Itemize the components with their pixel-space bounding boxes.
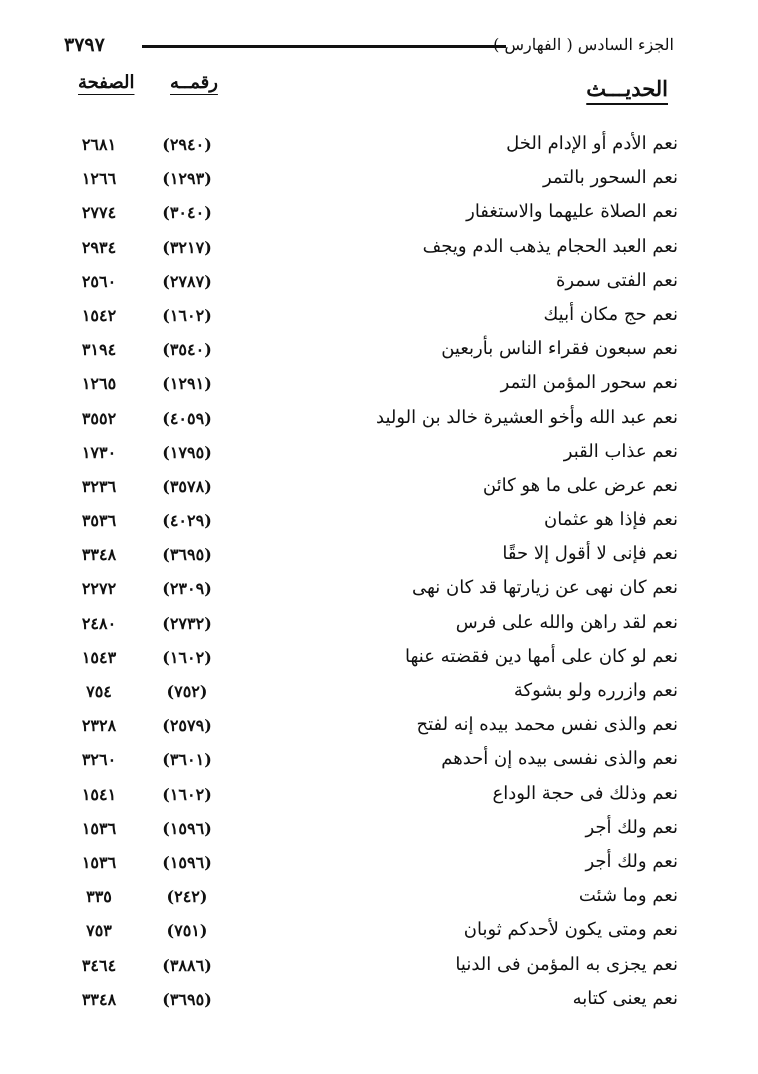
index-row [0, 881, 758, 915]
page-reference: ١٥٤١ [81, 784, 117, 804]
hadith-text: نعم الصلاة عليهما والاستغفار [466, 201, 678, 223]
hadith-text: نعم عبد الله وأخو العشيرة خالد بن الوليد [376, 406, 678, 428]
index-row [0, 197, 758, 231]
hadith-text: نعم يعنى كتابه [572, 987, 678, 1009]
hadith-number: (٧٥١) [166, 921, 208, 941]
index-row [0, 266, 758, 300]
index-row [0, 368, 758, 402]
page-reference: ٣٣٥ [86, 887, 112, 907]
hadith-number: (٢٧٣٢) [162, 613, 212, 633]
hadith-text: نعم سبعون فقراء الناس بأربعين [441, 338, 678, 360]
hadith-text: نعم عذاب القبر [563, 440, 678, 462]
page-reference: ٢٢٧٢ [81, 579, 117, 599]
index-row [0, 950, 758, 984]
index-row [0, 847, 758, 881]
index-row [0, 232, 758, 266]
index-row [0, 642, 758, 676]
hadith-number: (١٢٩١) [162, 374, 212, 394]
hadith-number: (٣٨٨٦) [162, 955, 212, 975]
index-list [0, 129, 758, 1018]
hadith-text: نعم وازرره ولو بشوكة [513, 680, 678, 701]
hadith-number: (١٢٩٣) [162, 169, 212, 189]
page-reference: ٧٥٤ [86, 682, 112, 701]
hadith-number: (٣٦٩٥) [162, 545, 212, 565]
page-reference: ٣٣٤٨ [81, 989, 117, 1009]
hadith-text: نعم والذى نفس محمد بيده إنه لفتح [416, 714, 678, 736]
page-reference: ١٥٤٣ [81, 647, 117, 667]
page-reference: ٣١٩٤ [81, 340, 117, 360]
hadith-number: (١٦٠٢) [162, 647, 212, 667]
index-row [0, 300, 758, 334]
page-reference: ٢٦٨١ [81, 135, 117, 154]
page-reference: ٣٤٦٤ [81, 955, 117, 975]
hadith-number: (٢٣٠٩) [162, 579, 212, 599]
page-reference: ٢٧٧٤ [81, 203, 117, 223]
column-header-number: رقمــه [170, 72, 218, 93]
page-reference: ١٧٣٠ [81, 442, 117, 462]
page-reference: ٣٥٥٢ [81, 408, 117, 428]
index-row [0, 984, 758, 1018]
page-reference: ٢٤٨٠ [81, 613, 117, 633]
hadith-number: (٣٦٩٥) [162, 989, 212, 1009]
hadith-text: نعم السحور بالتمر [542, 167, 678, 189]
index-row [0, 505, 758, 539]
page-reference: ٢٥٦٠ [81, 271, 117, 291]
page-reference: ٢٩٣٤ [81, 237, 117, 257]
page-reference: ١٢٦٦ [81, 169, 117, 189]
hadith-number: (٣٢١٧) [162, 237, 212, 257]
hadith-number: (٣٥٧٨) [162, 476, 212, 496]
hadith-number: (٤٠٢٩) [162, 511, 212, 531]
hadith-text: نعم ولك أجر [585, 850, 678, 872]
hadith-number: (٢٥٧٩) [162, 716, 212, 736]
hadith-number: (١٧٩٥) [162, 442, 212, 462]
hadith-text: نعم عرض على ما هو كائن [482, 474, 678, 496]
hadith-text: نعم يجزى به المؤمن فى الدنيا [455, 953, 678, 975]
hadith-text: نعم العبد الحجام يذهب الدم ويجف [422, 235, 678, 257]
index-row [0, 334, 758, 368]
hadith-text: نعم ومتى يكون لأحدكم ثوبان [463, 919, 678, 941]
hadith-text: نعم والذى نفسى بيده إن أحدهم [441, 748, 678, 770]
hadith-number: (٧٥٢) [166, 682, 208, 701]
hadith-text: نعم فإنى لا أقول إلا حقًا [502, 543, 678, 565]
hadith-text: نعم كان نهى عن زيارتها قد كان نهى [411, 577, 678, 599]
hadith-text: نعم حج مكان أبيك [543, 303, 678, 325]
index-row [0, 437, 758, 471]
hadith-number: (٣٥٤٠) [162, 340, 212, 360]
hadith-text: نعم ولك أجر [585, 816, 678, 838]
hadith-number: (٣٠٤٠) [162, 203, 212, 223]
index-row [0, 676, 758, 710]
index-row [0, 813, 758, 847]
page-reference: ١٥٣٦ [81, 818, 117, 838]
hadith-number: (١٥٩٦) [162, 852, 212, 872]
page-reference: ١٥٣٦ [81, 852, 117, 872]
index-row [0, 779, 758, 813]
index-row [0, 744, 758, 778]
hadith-number: (٤٠٥٩) [162, 408, 212, 428]
hadith-number: (١٦٠٢) [162, 305, 212, 325]
hadith-text: نعم الفتى سمرة [556, 269, 678, 291]
index-row [0, 608, 758, 642]
page-reference: ٣٢٣٦ [81, 476, 117, 496]
page-reference: ٣٣٤٨ [81, 545, 117, 565]
index-row [0, 539, 758, 573]
hadith-number: (١٥٩٦) [162, 818, 212, 838]
index-row [0, 710, 758, 744]
page-reference: ١٢٦٥ [81, 374, 117, 394]
header-rule [142, 45, 506, 48]
hadith-number: (١٦٠٢) [162, 784, 212, 804]
running-header [62, 34, 674, 60]
page-reference: ٣٢٦٠ [81, 750, 117, 770]
hadith-text: نعم الأدم أو الإدام الخل [506, 133, 678, 154]
index-row [0, 915, 758, 949]
page-reference: ٣٥٣٦ [81, 511, 117, 531]
hadith-text: نعم وذلك فى حجة الوداع [492, 782, 678, 804]
page-reference: ٢٣٢٨ [81, 716, 117, 736]
column-header-page: الصفحة [78, 72, 135, 93]
page-reference: ١٥٤٢ [81, 305, 117, 325]
index-row [0, 163, 758, 197]
index-row [0, 403, 758, 437]
hadith-number: (٣٦٠١) [162, 750, 212, 770]
page-number: ٣٧٩٧ [64, 34, 105, 56]
column-header-hadith: الحديـــث [586, 76, 668, 101]
index-row [0, 129, 758, 163]
hadith-text: نعم فإذا هو عثمان [543, 509, 678, 531]
page-reference: ٧٥٣ [86, 921, 112, 941]
hadith-text: نعم وما شئت [578, 885, 678, 907]
hadith-number: (٢٤٢) [166, 887, 208, 907]
hadith-text: نعم سحور المؤمن التمر [500, 372, 678, 394]
index-row [0, 471, 758, 505]
section-title: الجزء السادس ( الفهارس ) [493, 35, 674, 54]
hadith-number: (٢٩٤٠) [162, 135, 212, 154]
index-row [0, 573, 758, 607]
hadith-text: نعم لقد راهن والله على فرس [455, 611, 678, 633]
hadith-text: نعم لو كان على أمها دين فقضته عنها [405, 645, 678, 667]
hadith-number: (٢٧٨٧) [162, 271, 212, 291]
